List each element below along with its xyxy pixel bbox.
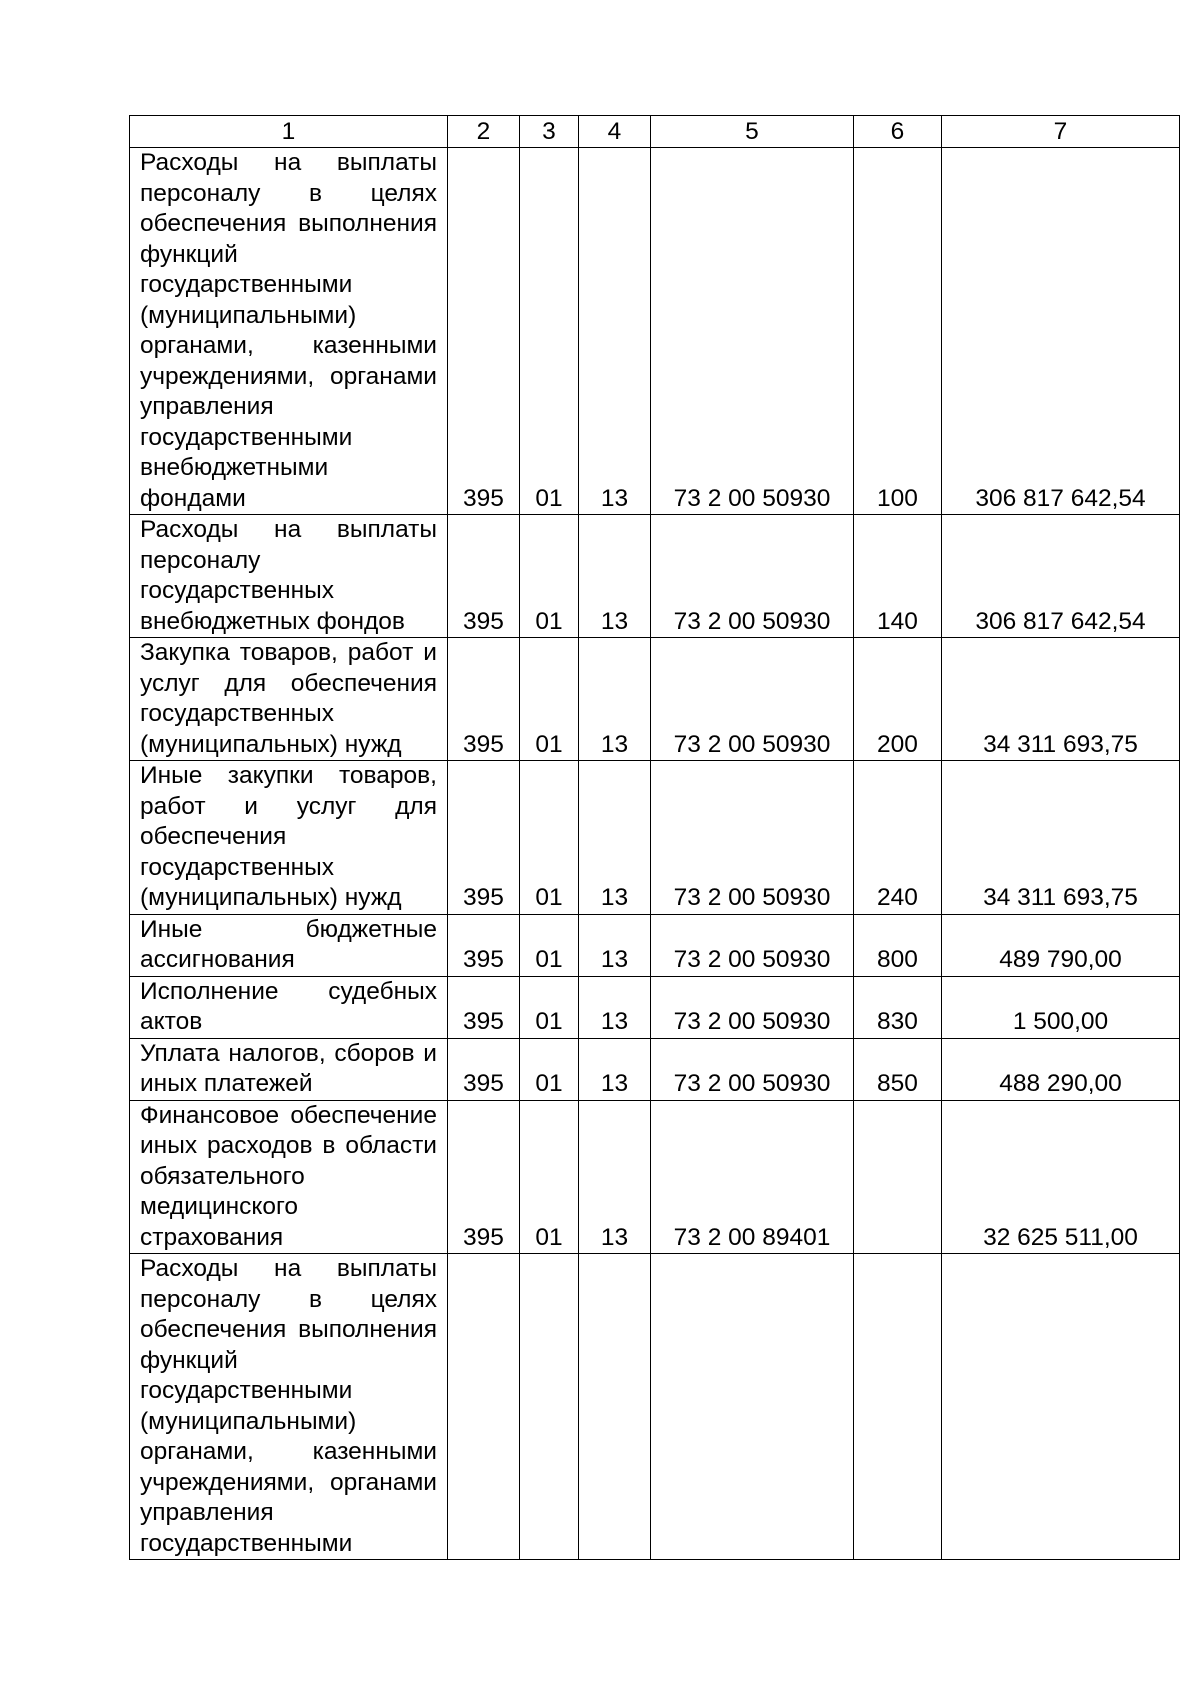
row-name: Уплата налогов, сборов и иных платежей	[130, 1038, 448, 1100]
row-sum: 34 311 693,75	[942, 638, 1180, 761]
row-rz: 01	[520, 638, 579, 761]
row-grbs: 395	[448, 914, 520, 976]
row-csr: 73 2 00 50930	[651, 638, 854, 761]
row-grbs: 395	[448, 976, 520, 1038]
row-sum	[942, 1254, 1180, 1560]
row-vr: 850	[854, 1038, 942, 1100]
row-name: Расходы на выплаты персоналу в целях обеспечения выполнения функций государственными (муниципальными) органами, казенными учреждениями, органами управления государственными внебюджетными фондами	[130, 148, 448, 515]
row-name: Исполнение судебных актов	[130, 976, 448, 1038]
row-csr: 73 2 00 50930	[651, 148, 854, 515]
row-sum: 306 817 642,54	[942, 148, 1180, 515]
row-vr	[854, 1254, 942, 1560]
row-rz: 01	[520, 148, 579, 515]
row-pr: 13	[579, 1100, 651, 1254]
row-csr	[651, 1254, 854, 1560]
row-rz: 01	[520, 1100, 579, 1254]
header-col-3: 3	[520, 116, 579, 148]
table-row	[130, 515, 1180, 638]
row-csr: 73 2 00 50930	[651, 1038, 854, 1100]
table-row	[130, 761, 1180, 915]
row-grbs: 395	[448, 1038, 520, 1100]
table-body	[130, 148, 1180, 1560]
row-name: Расходы на выплаты персоналу государственных внебюджетных фондов	[130, 515, 448, 638]
row-vr: 100	[854, 148, 942, 515]
row-rz: 01	[520, 1038, 579, 1100]
row-sum: 32 625 511,00	[942, 1100, 1180, 1254]
header-col-1: 1	[130, 116, 448, 148]
row-pr: 13	[579, 1038, 651, 1100]
header-col-7: 7	[942, 116, 1180, 148]
header-col-5: 5	[651, 116, 854, 148]
row-sum: 488 290,00	[942, 1038, 1180, 1100]
header-row	[130, 116, 1180, 148]
row-rz: 01	[520, 976, 579, 1038]
row-vr: 800	[854, 914, 942, 976]
row-grbs: 395	[448, 638, 520, 761]
row-pr	[579, 1254, 651, 1560]
row-vr: 140	[854, 515, 942, 638]
row-name: Закупка товаров, работ и услуг для обеспечения государственных (муниципальных) нужд	[130, 638, 448, 761]
row-name: Иные закупки товаров, работ и услуг для обеспечения государственных (муниципальных) нужд	[130, 761, 448, 915]
row-name: Расходы на выплаты персоналу в целях обеспечения выполнения функций государственными (муниципальными) органами, казенными учреждениями, органами управления государственными	[130, 1254, 448, 1560]
row-sum: 489 790,00	[942, 914, 1180, 976]
row-pr: 13	[579, 515, 651, 638]
header-col-6: 6	[854, 116, 942, 148]
row-csr: 73 2 00 50930	[651, 976, 854, 1038]
table-row	[130, 638, 1180, 761]
header-col-4: 4	[579, 116, 651, 148]
row-vr	[854, 1100, 942, 1254]
row-grbs: 395	[448, 761, 520, 915]
row-rz	[520, 1254, 579, 1560]
budget-table	[129, 115, 1180, 1560]
row-rz: 01	[520, 761, 579, 915]
row-pr: 13	[579, 761, 651, 915]
row-grbs	[448, 1254, 520, 1560]
header-col-2: 2	[448, 116, 520, 148]
row-name: Финансовое обеспечение иных расходов в области обязательного медицинского страхования	[130, 1100, 448, 1254]
row-csr: 73 2 00 50930	[651, 761, 854, 915]
row-vr: 240	[854, 761, 942, 915]
row-vr: 830	[854, 976, 942, 1038]
row-csr: 73 2 00 50930	[651, 515, 854, 638]
table-row	[130, 148, 1180, 515]
table-row	[130, 1100, 1180, 1254]
table-row	[130, 1254, 1180, 1560]
row-sum: 1 500,00	[942, 976, 1180, 1038]
row-rz: 01	[520, 515, 579, 638]
row-grbs: 395	[448, 1100, 520, 1254]
row-csr: 73 2 00 50930	[651, 914, 854, 976]
row-csr: 73 2 00 89401	[651, 1100, 854, 1254]
row-name: Иные бюджетные ассигнования	[130, 914, 448, 976]
table-row	[130, 1038, 1180, 1100]
row-pr: 13	[579, 976, 651, 1038]
row-sum: 306 817 642,54	[942, 515, 1180, 638]
table-row	[130, 976, 1180, 1038]
table-row	[130, 914, 1180, 976]
row-pr: 13	[579, 148, 651, 515]
row-pr: 13	[579, 914, 651, 976]
table-header	[130, 116, 1180, 148]
row-sum: 34 311 693,75	[942, 761, 1180, 915]
row-grbs: 395	[448, 515, 520, 638]
row-grbs: 395	[448, 148, 520, 515]
row-pr: 13	[579, 638, 651, 761]
row-vr: 200	[854, 638, 942, 761]
row-rz: 01	[520, 914, 579, 976]
